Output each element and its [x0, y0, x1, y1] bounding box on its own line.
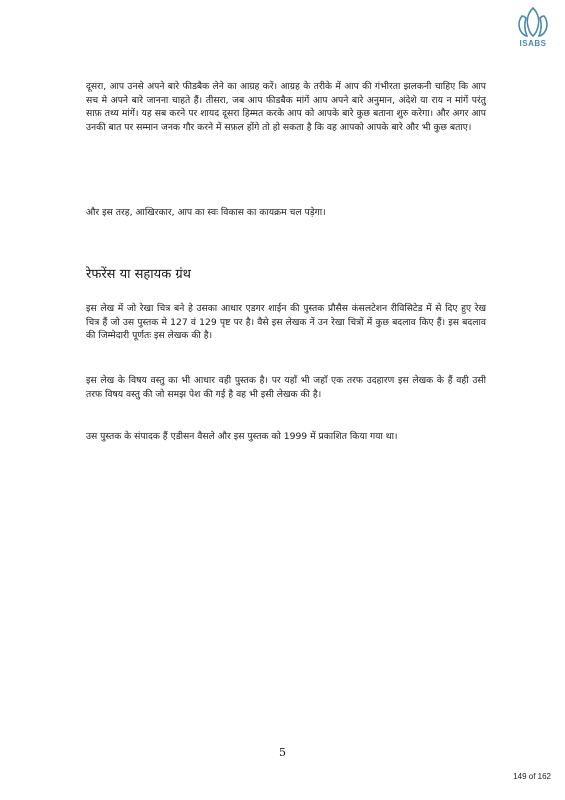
isabs-logo — [509, 6, 557, 54]
paragraph-text: उस पुस्तक के संपादक हैं एडीसन वैसले और इस पुस्तक को 1999 में प्रकाशित किया गया था। — [86, 431, 398, 442]
logo-text: ISABS — [519, 39, 547, 48]
paragraph-reference-publisher — [86, 430, 486, 444]
section-heading: रेफरेंस या सहायक ग्रंथ — [86, 267, 191, 282]
isabs-flame-logo-icon — [513, 6, 553, 38]
paragraph-text: दूसरा, आप उनसे अपने बारे फीडबैक लेने का आग्रह करें। आग्रह के तरीके में आप की गंभीरता झलकनी चाहिए कि आप सच मे अपने बारे जानना चाहते हैं। तीसरा, जब आप फीडबैक मांगें आप अपने बारे अनुमान, अंदेशे या राय न मांगें परंतु साफ़ तथ्य मांगें। यह सब करने पर शायद दूसरा हिम्मत करके आप को आपके बारे कुछ बताना शुरु करेगा। और अगर आप उनकी बात पर सम्मान जनक गौर करने में सफ़ल होंगे तो हो सकता है कि वह आपको आपके बारे और भी कुछ बताए। — [86, 81, 486, 133]
page-count: 149 of 162 — [513, 772, 551, 781]
paragraph-feedback — [86, 80, 486, 134]
paragraph-text: इस लेख के विषय वस्तु का भी आधार वही पुस्तक है। पर यहाँ भी जहाँ एक तरफ उदहारण इस लेखक के हैं वही उसी तरफ विषय वस्तु की जो समझ पेश की गई है वह भी इसी लेखक की है। — [86, 375, 486, 400]
paragraph-conclusion — [86, 206, 486, 220]
paragraph-text: इस लेख में जो रेखा चित्र बने हे उसका आधार एडगर शाईन की पुस्तक प्रौसैस कंसलटेशन रीविसिटेड में से दिए हुए रेख चित्र हैं जो उस पुस्तक मे 127 वं 129 पृष्ट पर है। वैसे इस लेखक नें उन रेखा चित्रों में कुछ बदलाव किए हैं। इस बदलाव की जिम्मेदारी पूर्णतः इस लेखक की है। — [86, 303, 486, 342]
paragraph-text: और इस तरह, आखिरकार, आप का स्वः विकास का कायक्रम चल पड़ेगा। — [86, 207, 326, 218]
paragraph-reference-illustrations — [86, 302, 486, 343]
paragraph-reference-content — [86, 374, 486, 401]
page-number: 5 — [279, 746, 286, 759]
